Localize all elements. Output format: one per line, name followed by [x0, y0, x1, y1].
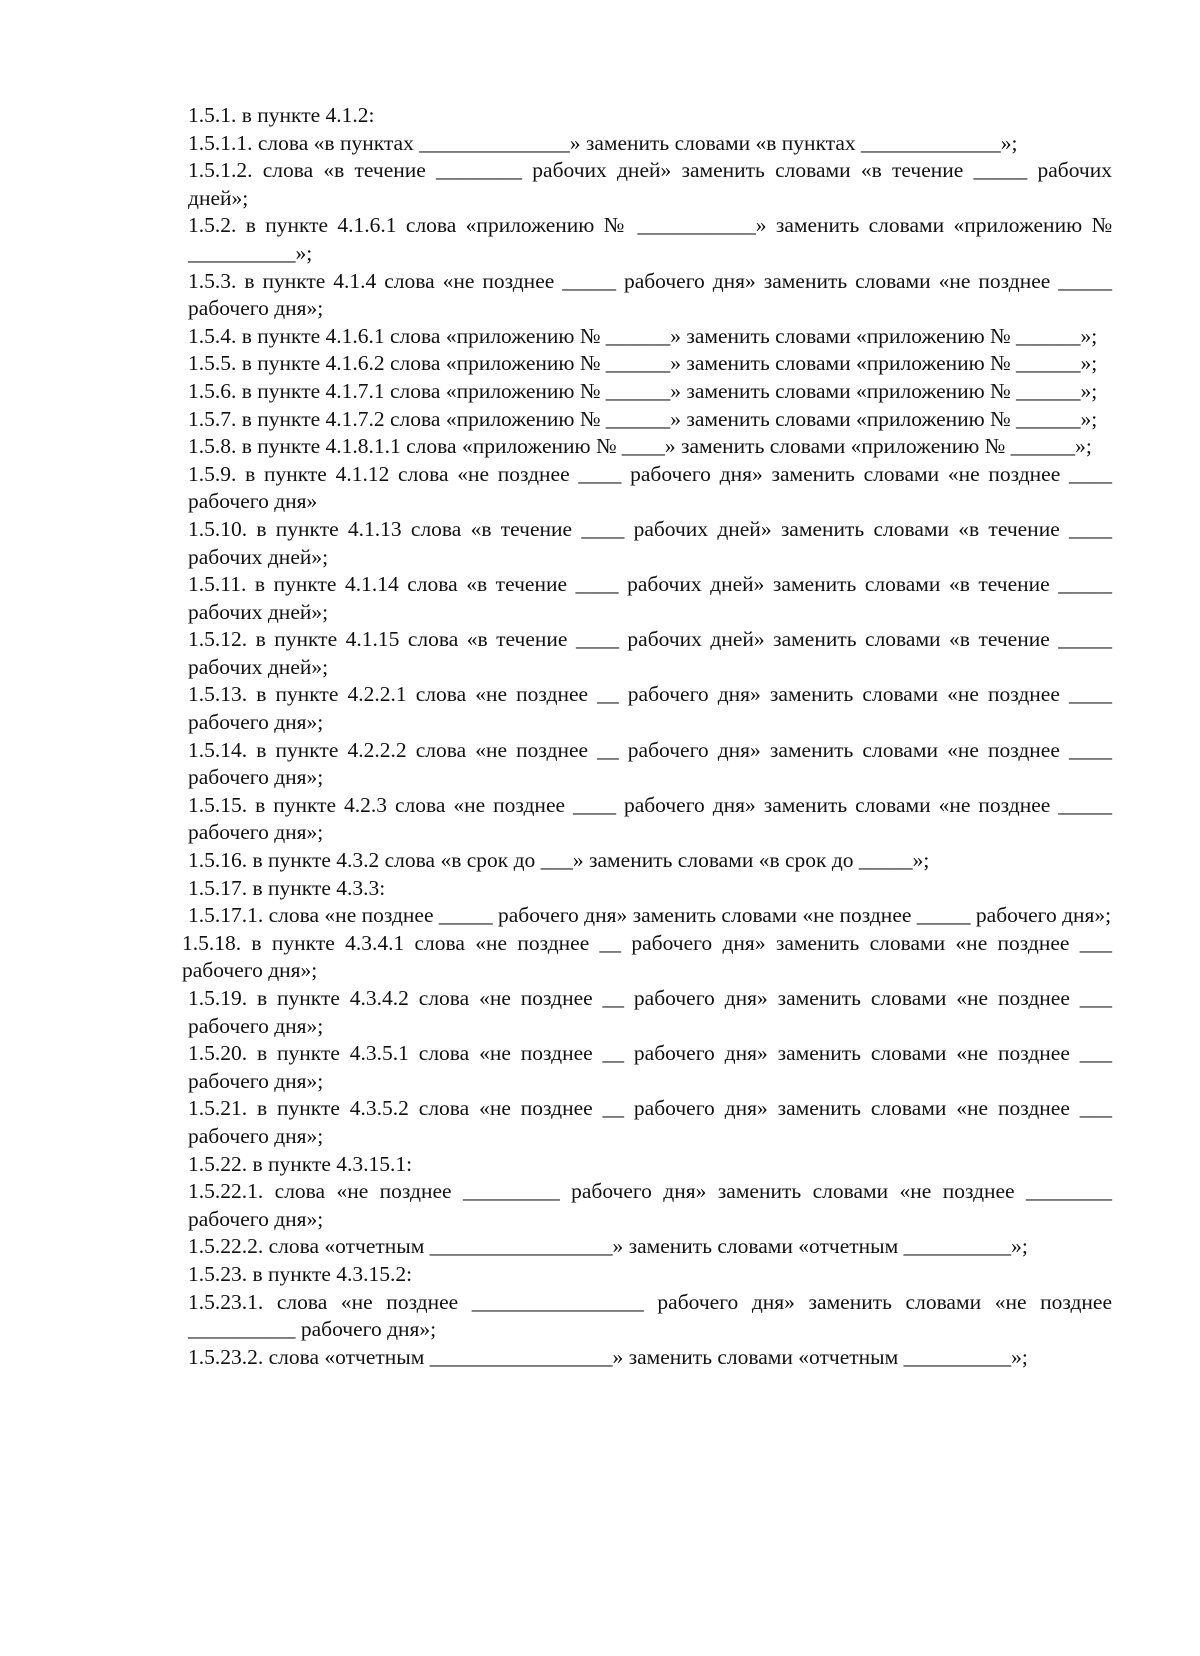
- paragraph-1-5-8: 1.5.8. в пункте 4.1.8.1.1 слова «приложению № ____» заменить словами «приложению № ______»;: [188, 434, 1092, 459]
- paragraph-1-5-22: 1.5.22. в пункте 4.3.15.1:: [188, 1151, 413, 1176]
- paragraph-1-5-19: 1.5.19. в пункте 4.3.4.2 слова «не позднее __ рабочего дня» заменить словами «не позднее ___ рабочего дня»;: [188, 986, 1112, 1038]
- paragraph-1-5-12: 1.5.12. в пункте 4.1.15 слова «в течение ____ рабочих дней» заменить словами «в течение _____ рабочих дней»;: [188, 627, 1112, 679]
- paragraph-1-5-3: 1.5.3. в пункте 4.1.4 слова «не позднее _____ рабочего дня» заменить словами «не позднее _____ рабочего дня»;: [188, 268, 1112, 321]
- paragraph-1-5-16: 1.5.16. в пункте 4.3.2 слова «в срок до ___» заменить словами «в срок до _____»;: [188, 848, 930, 873]
- paragraph-1-5-17: 1.5.17. в пункте 4.3.3:: [188, 875, 386, 900]
- paragraph-1-5-1-2: 1.5.1.2. слова «в течение ________ рабочих дней» заменить словами «в течение _____ рабочих дней»;: [188, 158, 1112, 210]
- paragraph-1-5-7: 1.5.7. в пункте 4.1.7.2 слова «приложению № ______» заменить словами «приложению № ______»;: [188, 406, 1098, 431]
- paragraph-1-5-1-1: 1.5.1.1. слова «в пунктах ______________» заменить словами «в пунктах _____________»;: [188, 130, 1018, 155]
- paragraph-1-5-9: 1.5.9. в пункте 4.1.12 слова «не позднее ____ рабочего дня» заменить словами «не позднее ____ рабочего дня»: [188, 461, 1112, 514]
- paragraph-1-5-18: 1.5.18. в пункте 4.3.4.1 слова «не позднее __ рабочего дня» заменить словами «не позднее ___ рабочего дня»;: [182, 930, 1112, 983]
- document-body: [182, 102, 1112, 1371]
- paragraph-1-5-5: 1.5.5. в пункте 4.1.6.2 слова «приложению № ______» заменить словами «приложению № ______»;: [188, 351, 1098, 376]
- paragraph-1-5-23: 1.5.23. в пункте 4.3.15.2:: [188, 1261, 413, 1286]
- paragraph-1-5-22-2: 1.5.22.2. слова «отчетным _________________» заменить словами «отчетным __________»;: [188, 1234, 1028, 1259]
- paragraph-1-5-20: 1.5.20. в пункте 4.3.5.1 слова «не позднее __ рабочего дня» заменить словами «не позднее ___ рабочего дня»;: [188, 1041, 1112, 1093]
- paragraph-1-5-17-1: 1.5.17.1. слова «не позднее _____ рабочего дня» заменить словами «не позднее _____ рабочего дня»;: [188, 903, 1112, 928]
- paragraph-1-5-21: 1.5.21. в пункте 4.3.5.2 слова «не позднее __ рабочего дня» заменить словами «не позднее ___ рабочего дня»;: [188, 1096, 1112, 1148]
- paragraph-1-5-6: 1.5.6. в пункте 4.1.7.1 слова «приложению № ______» заменить словами «приложению № ______»;: [188, 378, 1098, 403]
- paragraph-1-5-10: 1.5.10. в пункте 4.1.13 слова «в течение ____ рабочих дней» заменить словами «в течение ____ рабочих дней»;: [188, 516, 1112, 569]
- paragraph-1-5-13: 1.5.13. в пункте 4.2.2.1 слова «не позднее __ рабочего дня» заменить словами «не позднее ____ рабочего дня»;: [188, 682, 1112, 735]
- paragraph-1-5-15: 1.5.15. в пункте 4.2.3 слова «не позднее ____ рабочего дня» заменить словами «не позднее _____ рабочего дня»;: [188, 792, 1112, 845]
- paragraph-1-5-11: 1.5.11. в пункте 4.1.14 слова «в течение ____ рабочих дней» заменить словами «в течение _____ рабочих дней»;: [188, 572, 1112, 624]
- paragraph-1-5-22-1: 1.5.22.1. слова «не позднее _________ рабочего дня» заменить словами «не позднее ________ рабочего дня»;: [188, 1179, 1112, 1231]
- paragraph-1-5-1: 1.5.1. в пункте 4.1.2:: [188, 103, 375, 127]
- paragraph-1-5-23-1: 1.5.23.1. слова «не позднее ________________ рабочего дня» заменить словами «не позднее __________ рабочего дня»;: [188, 1289, 1112, 1342]
- paragraph-1-5-23-2: 1.5.23.2. слова «отчетным _________________» заменить словами «отчетным __________»;: [188, 1344, 1028, 1369]
- paragraph-1-5-4: 1.5.4. в пункте 4.1.6.1 слова «приложению № ______» заменить словами «приложению № ______»;: [188, 323, 1098, 348]
- paragraph-1-5-2: 1.5.2. в пункте 4.1.6.1 слова «приложению № ___________» заменить словами «приложению № __________»;: [188, 213, 1112, 265]
- paragraph-1-5-14: 1.5.14. в пункте 4.2.2.2 слова «не позднее __ рабочего дня» заменить словами «не позднее ____ рабочего дня»;: [188, 737, 1112, 790]
